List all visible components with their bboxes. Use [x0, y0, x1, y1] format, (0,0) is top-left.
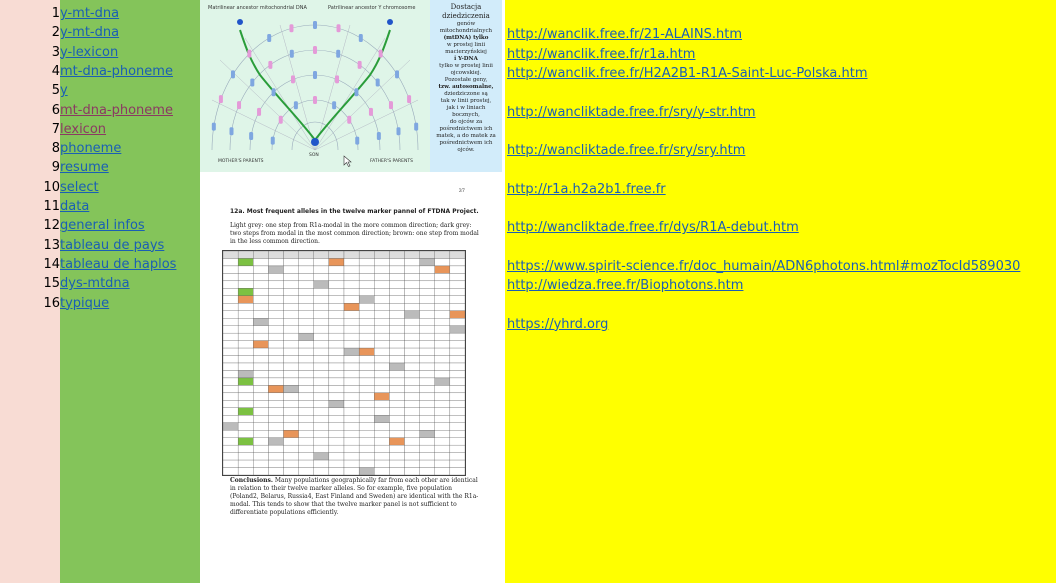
nav-link-typique[interactable]: typique [60, 295, 110, 311]
inheritance-tree-graphic [200, 0, 430, 172]
url-link[interactable]: http://wanclik.free.fr/H2A2B1-R1A-Saint-Luc-Polska.htm [507, 65, 868, 81]
inheritance-diagram [200, 0, 430, 172]
url-link[interactable]: https://yhrd.org [507, 316, 609, 332]
url-link[interactable]: http://wiedza.free.fr/Biophotons.htm [507, 278, 744, 294]
paper-title: 12a. Most frequent alleles in the twelve marker pannel of FTDNA Project. [230, 208, 479, 215]
nav-link-phoneme[interactable]: phoneme [60, 141, 122, 157]
nav-number: 12 [43, 218, 60, 234]
diagram-label-right: Patrilinear ancestor Y chromosome [328, 5, 416, 11]
side-text-line: mitochondrialnych [439, 28, 493, 34]
nav-link-y-lexicon[interactable]: y-lexicon [60, 44, 119, 60]
side-text-line: pośrednictwem ich [439, 126, 493, 132]
nav-number: 6 [51, 102, 60, 118]
nav-number: 1 [51, 6, 60, 21]
side-text-line: do ojców za [449, 119, 483, 125]
nav-link-tableau-de-haplos[interactable]: tableau de haplos [60, 256, 177, 272]
nav-link-dys-mtdna[interactable]: dys-mtdna [60, 276, 130, 292]
mouse-cursor-icon [344, 156, 351, 167]
side-text-line: jak i w liniach [446, 105, 486, 111]
side-text-line: bocznych, [452, 112, 480, 118]
side-text-line: pośrednictwem ich [439, 140, 493, 146]
paper-description: Light grey: one step from R1a-modal in the more common direction; dark grey: two steps from modal in the most common direction; brown: one step from modal in the less common direction. [230, 222, 479, 245]
allele-table-grid [223, 251, 465, 475]
side-text-line: Pozostałe geny, [444, 77, 488, 83]
nav-link-y-mt-dna[interactable]: y-mt-dna [60, 6, 120, 21]
url-link[interactable]: http://r1a.h2a2b1.free.fr [507, 181, 666, 197]
diagram-label-left: Matrilinear ancestor mitochondrial DNA [208, 5, 307, 11]
nav-link-mt-dna-phoneme[interactable]: mt-dna-phoneme [60, 102, 173, 118]
paper-conclusion [230, 477, 480, 517]
side-text-line: (mtDNA) tylko [443, 35, 489, 41]
side-text-line: macierzyńskiej [445, 49, 487, 55]
side-text-line: dziedziczone są [444, 91, 488, 97]
diagram-label-bottom-left: MOTHER'S PARENTS [218, 159, 264, 164]
nav-number: 16 [43, 295, 60, 311]
side-text-line: genów [456, 21, 476, 27]
nav-link-general-infos[interactable]: general infos [60, 218, 145, 234]
nav-link-lexicon[interactable]: lexicon [60, 121, 107, 137]
side-text-line: i Y-DNA [454, 56, 478, 62]
nav-link-data[interactable]: data [60, 199, 90, 214]
nav-number: 4 [51, 63, 60, 79]
nav-number: 9 [51, 160, 60, 176]
nav-number: 5 [51, 83, 60, 99]
diagram-label-center: SON [309, 153, 319, 158]
url-link[interactable]: https://www.spirit-science.fr/doc_humain/ADN6photons.html#mozTocId589030 [507, 258, 1021, 274]
conclusion-text: Many populations geographically far from each other are identical in relation to their twelve marker alleles. So for example, five population (Poland2, Belarus, Russia4, East Finland and Sweden) are identical with the R1a-modal. This tends to show that the twelve marker panel is not sufficient to differentiate populations efficiently. [230, 477, 479, 516]
diagram-side-text [430, 0, 502, 172]
url-link[interactable]: http://wanclik.free.fr/r1a.htm [507, 46, 696, 62]
nav-number: 3 [51, 44, 60, 60]
paper-page [200, 172, 505, 583]
side-text-line: ojcowskiej. [450, 70, 482, 76]
nav-number: 15 [43, 276, 60, 292]
page-number: 37 [458, 188, 465, 194]
nav-link-tableau-de-pays[interactable]: tableau de pays [60, 237, 165, 253]
nav-number: 2 [51, 25, 60, 41]
url-link[interactable]: http://wancliktade.free.fr/sry/y-str.htm [507, 104, 756, 120]
side-text-line: tak w linii prostej, [440, 98, 492, 104]
nav-number: 13 [43, 237, 60, 253]
side-text-line: ojców. [457, 147, 475, 153]
side-text-line: tzw. autosomalne, [438, 84, 494, 90]
nav-number: 8 [51, 141, 60, 157]
nav-number: 14 [43, 256, 60, 272]
diagram-label-bottom-right: FATHER'S PARENTS [370, 159, 413, 164]
url-link[interactable]: http://wanclik.free.fr/21-ALAINS.htm [507, 27, 742, 43]
side-text-line: tylko w prostej linii [439, 63, 493, 69]
allele-table [222, 250, 466, 476]
nav-number: 7 [51, 121, 60, 137]
nav-number: 11 [43, 199, 60, 214]
conclusion-label: Conclusions. [230, 477, 273, 484]
nav-link-mt-dna-phoneme[interactable]: mt-dna-phoneme [60, 63, 173, 79]
side-text-line: matek, a do matek za [436, 133, 496, 139]
nav-link-y-mt-dna[interactable]: y-mt-dna [60, 25, 120, 41]
side-text-heading: Dostacja dziedziczenia [442, 3, 490, 20]
nav-link-y[interactable]: y [60, 83, 68, 99]
side-text-line: w prostej linii [446, 42, 486, 48]
nav-link-resume[interactable]: resume [60, 160, 109, 176]
url-link[interactable]: http://wancliktade.free.fr/dys/R1A-debut.htm [507, 220, 799, 236]
url-link[interactable]: http://wancliktade.free.fr/sry/sry.htm [507, 143, 746, 159]
nav-number: 10 [43, 179, 60, 195]
nav-link-select[interactable]: select [60, 179, 99, 195]
